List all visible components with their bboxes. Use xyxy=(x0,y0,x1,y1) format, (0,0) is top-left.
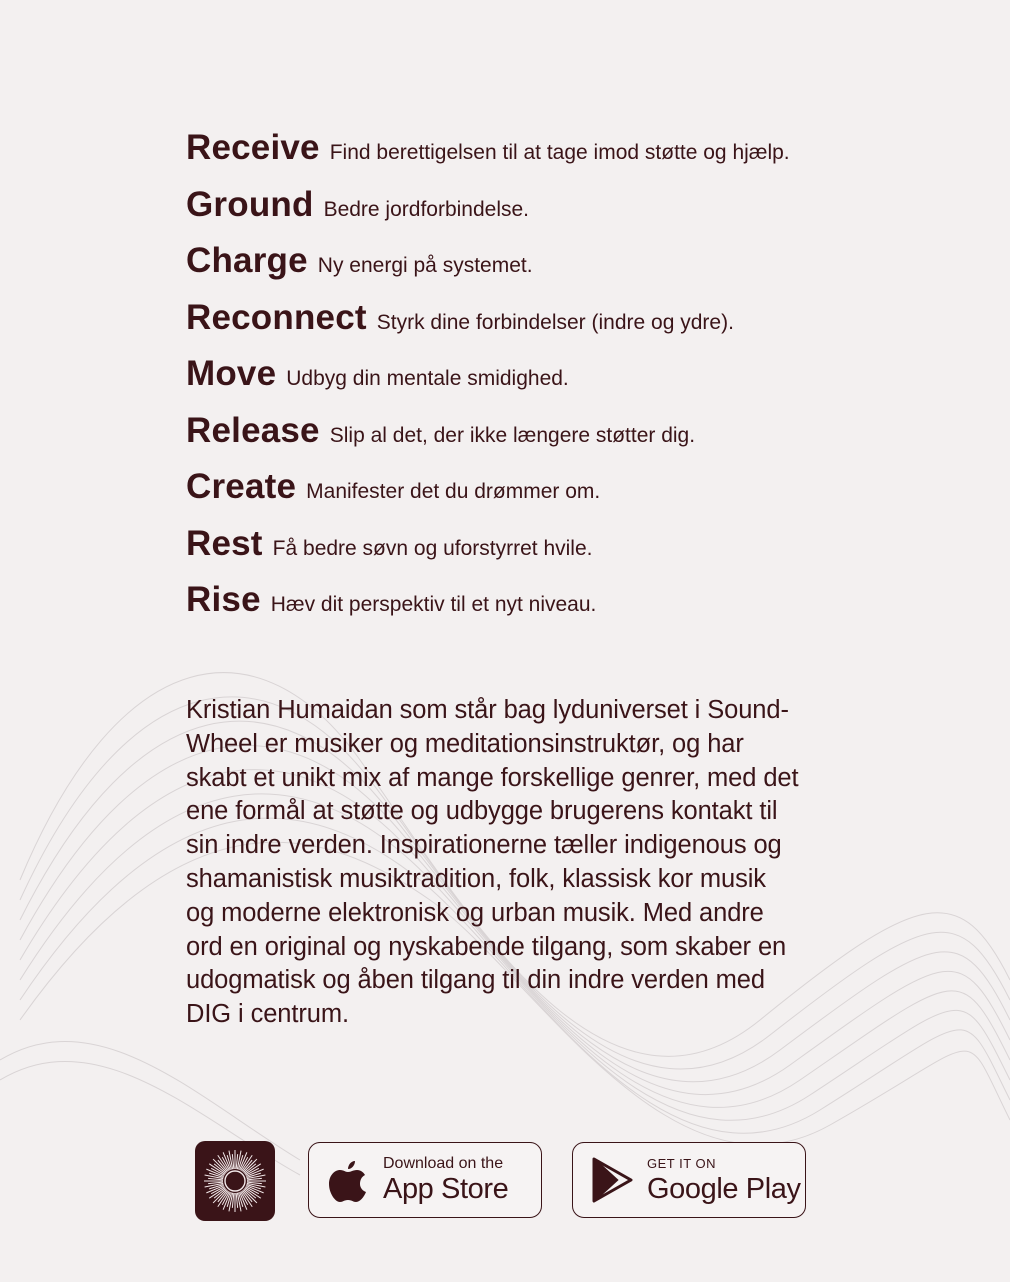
about-line: ord en original og nyskabende tilgang, som skaber en xyxy=(186,932,787,961)
about-paragraph xyxy=(186,694,856,1032)
intention-item-reconnect xyxy=(186,298,906,355)
intention-description: Bedre jordforbindelse. xyxy=(323,197,530,221)
about-line: skabt et unikt mix af mange forskellige genrer, med det xyxy=(186,763,799,792)
about-line: ene formål at støtte og udbygge brugerens kontakt til xyxy=(186,797,778,826)
soundwheel-logo-icon xyxy=(202,1148,268,1214)
intention-description: Hæv dit perspektiv til et nyt niveau. xyxy=(270,593,597,616)
download-badges xyxy=(0,1140,1010,1222)
intention-item-receive xyxy=(186,128,906,185)
intention-title: Release xyxy=(186,410,320,450)
intention-item-rise xyxy=(186,580,906,637)
intention-description: Få bedre søvn og uforstyrret hvile. xyxy=(272,536,593,560)
app-store-small-label: Download on the xyxy=(383,1155,504,1172)
intention-item-create xyxy=(186,467,906,524)
intention-description: Styrk dine forbindelser (indre og ydre). xyxy=(376,310,734,334)
about-line: Kristian Humaidan som står bag lyduniverset i Sound- xyxy=(186,696,789,724)
intentions-list xyxy=(186,128,906,637)
intention-description: Ny energi på systemet. xyxy=(317,254,533,277)
intention-title: Move xyxy=(186,354,277,393)
intention-item-ground xyxy=(186,185,906,242)
app-store-button[interactable] xyxy=(308,1142,542,1218)
intention-title: Reconnect xyxy=(186,297,367,337)
intention-title: Rest xyxy=(186,523,263,563)
intention-title: Rise xyxy=(186,580,261,619)
about-line: Wheel er musiker og meditationsinstruktør, og har xyxy=(186,729,744,758)
about-line: shamanistisk musiktradition, folk, klassisk kor musik xyxy=(186,864,766,893)
about-line: og moderne elektronisk og urban musik. Med andre xyxy=(186,898,764,927)
app-store-big-label: App Store xyxy=(383,1173,509,1205)
about-line: udogmatisk og åben tilgang til din indre verden med xyxy=(186,966,765,995)
intention-title: Receive xyxy=(186,128,320,167)
intention-item-rest xyxy=(186,524,906,581)
intention-description: Manifester det du drømmer om. xyxy=(306,480,601,503)
intention-description: Slip al det, der ikke længere støtter dig. xyxy=(329,423,696,447)
intention-item-charge xyxy=(186,241,906,298)
google-play-big-label: Google Play xyxy=(647,1173,801,1205)
intention-item-move xyxy=(186,354,906,411)
intention-description: Udbyg din mentale smidighed. xyxy=(286,367,569,390)
apple-icon xyxy=(327,1157,369,1203)
google-play-small-label: GET IT ON xyxy=(647,1156,717,1171)
about-line: DIG i centrum. xyxy=(186,1000,349,1029)
intention-title: Charge xyxy=(186,241,308,280)
about-line: sin indre verden. Inspirationerne tæller indigenous og xyxy=(186,831,782,860)
soundwheel-app-icon[interactable] xyxy=(195,1141,275,1221)
google-play-button[interactable] xyxy=(572,1142,806,1218)
intention-title: Ground xyxy=(186,184,314,224)
intention-description: Find berettigelsen til at tage imod støtte og hjælp. xyxy=(329,141,790,164)
intention-title: Create xyxy=(186,467,297,506)
play-icon xyxy=(591,1157,633,1203)
intention-item-release xyxy=(186,411,906,468)
